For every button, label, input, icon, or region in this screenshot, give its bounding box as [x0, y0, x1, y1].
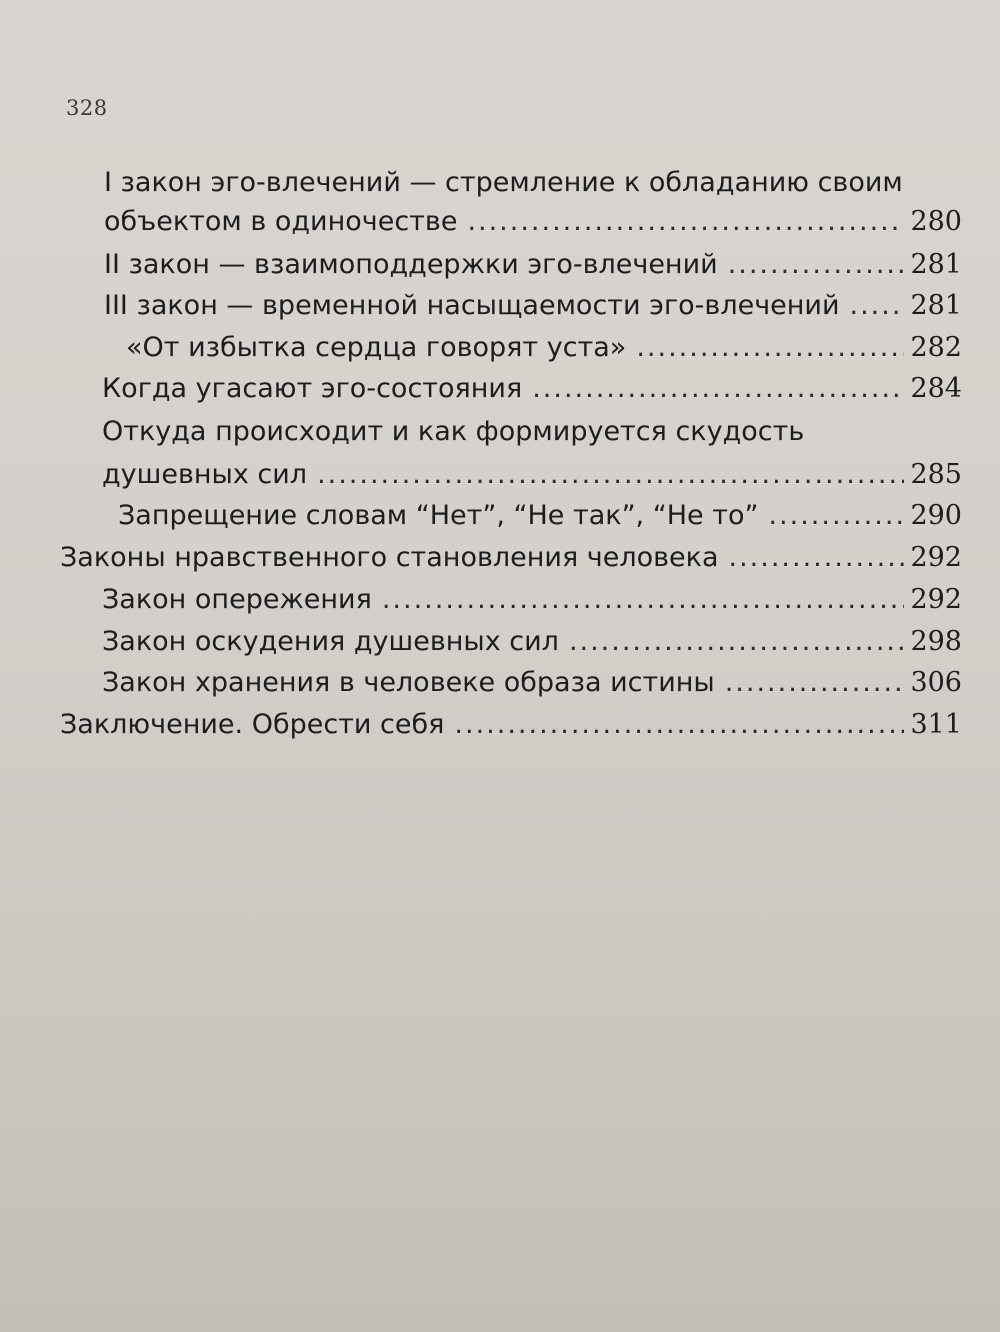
toc-entry: [102, 623, 962, 661]
dot-leader: [317, 456, 904, 494]
toc-entry-page: 285: [910, 459, 962, 490]
toc-entry: [104, 246, 962, 284]
toc-entry-title: III закон — временной насыщаемости эго-влечений: [104, 290, 840, 321]
dot-leader: [467, 203, 904, 241]
dot-leader: [569, 623, 905, 661]
dot-leader: [532, 370, 904, 408]
dot-leader: [636, 329, 904, 367]
toc-entry-title: Закон опережения: [102, 584, 372, 615]
page-number: 328: [66, 96, 108, 120]
dot-leader: [725, 664, 905, 702]
toc-entry-title: объектом в одиночестве: [104, 206, 458, 237]
toc-entry-page: 281: [910, 249, 962, 280]
toc-entry-title: Когда угасают эго-состояния: [102, 373, 523, 404]
toc-entry-title: Законы нравственного становления человека: [60, 542, 719, 573]
toc-entry-title: Запрещение словам “Нет”, “Не так”, “Не то”: [118, 500, 759, 531]
toc-entry-page: 282: [910, 332, 962, 363]
toc-entry-page: 281: [910, 290, 962, 321]
toc-entry: [126, 329, 962, 367]
reverse-page-bleed-through: [93, 729, 987, 1280]
toc-entry: [102, 413, 922, 451]
dot-leader: [768, 497, 904, 535]
toc-entry-page: 311: [910, 709, 962, 740]
toc-entry-title: II закон — взаимоподдержки эго-влечений: [104, 249, 718, 280]
toc-entry-page: 284: [910, 373, 962, 404]
toc-entry-page: 298: [910, 626, 962, 657]
toc-entry-page: 290: [910, 500, 962, 531]
dot-leader: [729, 539, 905, 577]
dot-leader: [728, 246, 905, 284]
toc-entry: [104, 287, 962, 325]
toc-entry-title: I закон эго-влечений — стремление к обладанию своим: [104, 167, 903, 198]
toc-entry-page: 292: [910, 542, 962, 573]
toc-entry-page: 306: [910, 667, 962, 698]
toc-entry-title: Закон оскудения душевных сил: [102, 626, 559, 657]
dot-leader: [382, 581, 905, 619]
toc-entry: [104, 164, 924, 202]
toc-entry-title: душевных сил: [102, 459, 308, 490]
dot-leader: [850, 287, 905, 325]
toc-entry-page: 280: [910, 206, 962, 237]
toc-entry-title: «От избытка сердца говорят уста»: [126, 332, 627, 363]
toc-entry: [102, 370, 962, 408]
toc-entry-page: 292: [910, 584, 962, 615]
toc-entry: [102, 664, 962, 702]
toc-entry: [104, 203, 962, 241]
toc-entry-title: Откуда происходит и как формируется скудость: [102, 416, 805, 447]
toc-entry-title: Закон хранения в человеке образа истины: [102, 667, 715, 698]
toc-entry: [102, 456, 962, 494]
toc-entry-title: Заключение. Обрести себя: [60, 709, 445, 740]
toc-entry: [118, 497, 962, 535]
toc-entry: [102, 581, 962, 619]
toc-entry: [60, 539, 962, 577]
